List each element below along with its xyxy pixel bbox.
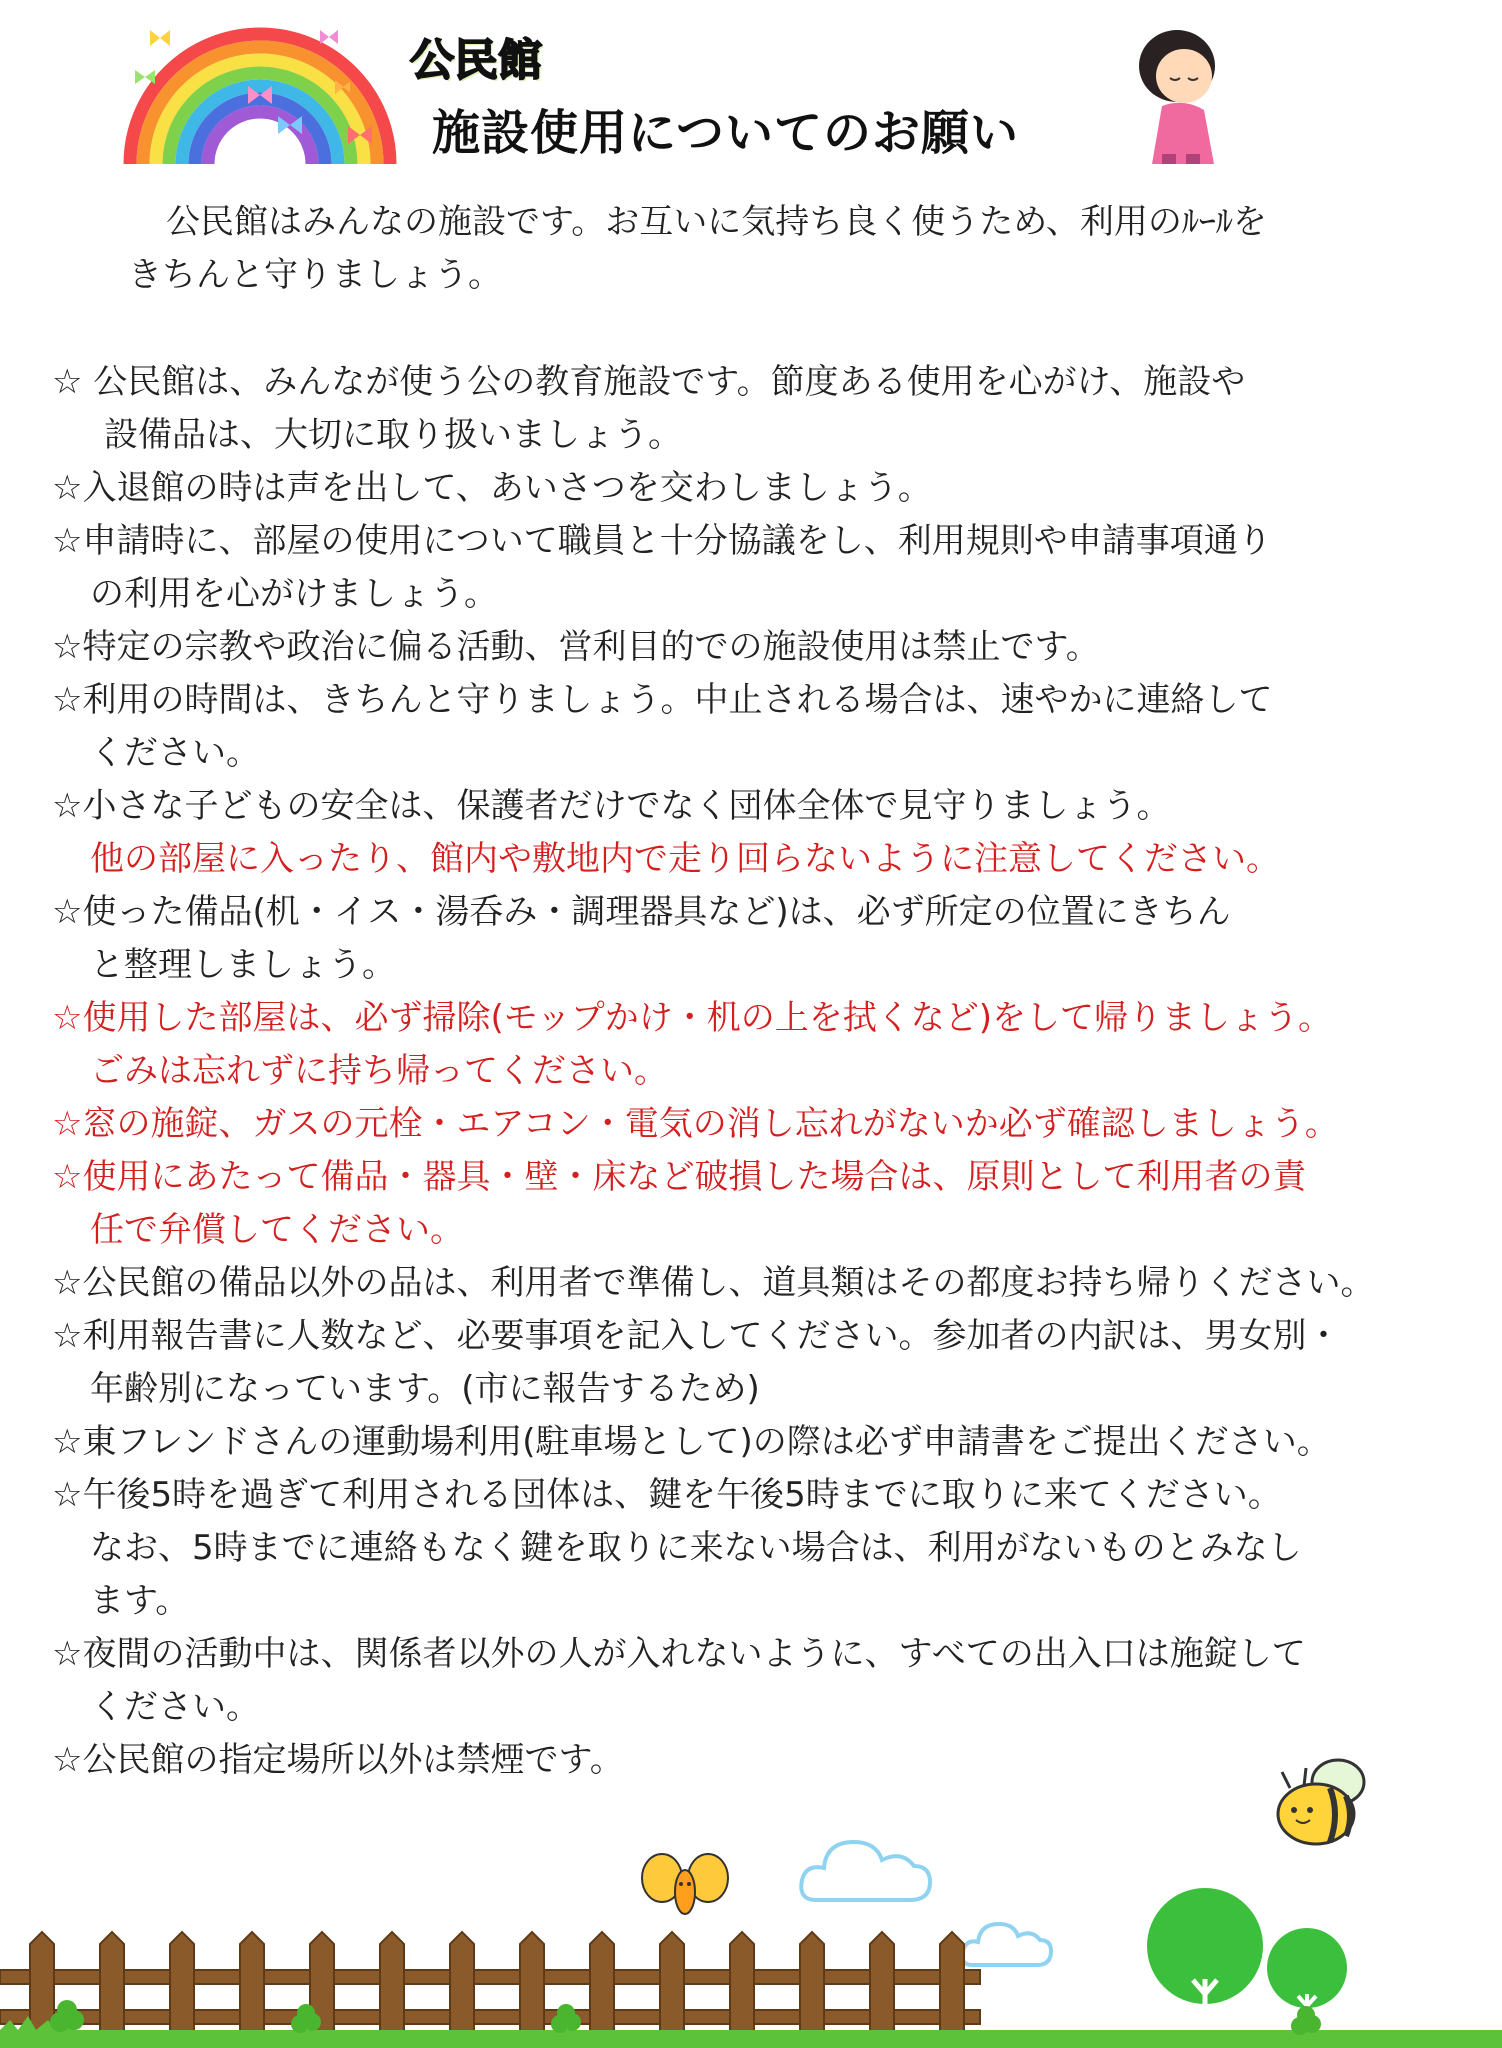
list-item — [52, 780, 1374, 833]
rule-line: ☆窓の施錠、ガスの元栓・エアコン・電気の消し忘れがないか必ず確認しましょう。 — [52, 1104, 1339, 1144]
rule-line: ☆利用報告書に人数など、必要事項を記入してください。参加者の内訳は、男女別・ — [52, 1316, 1341, 1356]
rule-line: の利用を心がけましょう。 — [90, 574, 498, 614]
rule-line: ください。 — [90, 1687, 260, 1727]
rule-line: ください。 — [90, 733, 260, 773]
cloud-icon — [796, 1830, 946, 1920]
butterfly-icon — [248, 86, 378, 156]
list-item — [52, 1628, 1374, 1734]
rule-line: ☆ 公民館は、みんなが使う公の教育施設です。節度ある使用を心がけ、施設や — [52, 362, 1246, 402]
list-item — [52, 1469, 1374, 1628]
list-item — [52, 886, 1374, 992]
list-item-emphasis — [52, 992, 1374, 1098]
list-item — [52, 462, 1374, 515]
rule-line: ☆入退館の時は声を出して、あいさつを交わしましょう。 — [52, 468, 932, 508]
rule-line: ☆夜間の活動中は、関係者以外の人が入れないように、すべての出入口は施錠して — [52, 1634, 1306, 1674]
rule-line: ☆使用した部屋は、必ず掃除(モップかけ・机の上を拭くなど)をして帰りましょう。 — [52, 998, 1332, 1038]
fence-icon — [0, 1930, 1502, 2048]
list-item-emphasis — [52, 833, 1374, 886]
rule-line: ☆午後5時を過ぎて利用される団体は、鍵を午後5時までに取りに来てください。 — [52, 1475, 1282, 1515]
rule-line: 設備品は、大切に取り扱いましょう。 — [104, 415, 682, 455]
rule-line: ☆申請時に、部屋の使用について職員と十分協議をし、利用規則や申請事項通り — [52, 521, 1272, 561]
rule-line: 年齢別になっています。(市に報告するため) — [90, 1369, 760, 1409]
rule-line: なお、5時までに連絡もなく鍵を取りに来ない場合は、利用がないものとみなし — [90, 1528, 1302, 1568]
rule-line: 他の部屋に入ったり、館内や敷地内で走り回らないように注意してください。 — [90, 839, 1280, 879]
list-item — [52, 1257, 1374, 1310]
rule-line: ます。 — [90, 1581, 190, 1621]
rule-line: ☆小さな子どもの安全は、保護者だけでなく団体全体で見守りましょう。 — [52, 786, 1171, 826]
rules-list — [52, 356, 1374, 1787]
bowing-girl-icon — [1122, 14, 1242, 164]
list-item — [52, 1734, 1374, 1787]
rule-line: ☆公民館の備品以外の品は、利用者で準備し、道具類はその都度お持ち帰りください。 — [52, 1263, 1375, 1303]
list-item-emphasis — [52, 1098, 1374, 1151]
rule-line: ☆東フレンドさんの運動場利用(駐車場として)の際は必ず申請書をご提出ください。 — [52, 1422, 1331, 1462]
list-item — [52, 674, 1374, 780]
rule-line: ☆使用にあたって備品・器具・壁・床など破損した場合は、原則として利用者の責 — [52, 1157, 1307, 1197]
list-item — [52, 1416, 1374, 1469]
rule-line: ☆利用の時間は、きちんと守りましょう。中止される場合は、速やかに連絡して — [52, 680, 1273, 720]
list-item — [52, 1310, 1374, 1416]
butterfly-icon — [640, 1848, 730, 1928]
rule-line: 任で弁償してください。 — [90, 1210, 464, 1250]
rule-line: ☆使った備品(机・イス・湯呑み・調理器具など)は、必ず所定の位置にきちん — [52, 892, 1231, 932]
list-item — [52, 356, 1374, 462]
bee-icon — [1258, 1752, 1378, 1852]
rule-line: と整理しましょう。 — [90, 945, 396, 985]
list-item — [52, 515, 1374, 621]
intro-line-2: きちんと守りましょう。 — [128, 255, 502, 295]
rule-line: ☆特定の宗教や政治に偏る活動、営利目的での施設使用は禁止です。 — [52, 627, 1100, 667]
rule-line: ☆公民館の指定場所以外は禁煙です。 — [52, 1740, 624, 1780]
intro-line-1: 公民館はみんなの施設です。お互いに気持ち良く使うため、利用のﾙｰﾙを — [166, 202, 1267, 242]
header-label: 公民館 — [410, 35, 542, 86]
page-title: 施設使用についてのお願い — [432, 105, 1020, 161]
list-item-emphasis — [52, 1151, 1374, 1257]
rule-line: ごみは忘れずに持ち帰ってください。 — [90, 1051, 668, 1091]
list-item — [52, 621, 1374, 674]
